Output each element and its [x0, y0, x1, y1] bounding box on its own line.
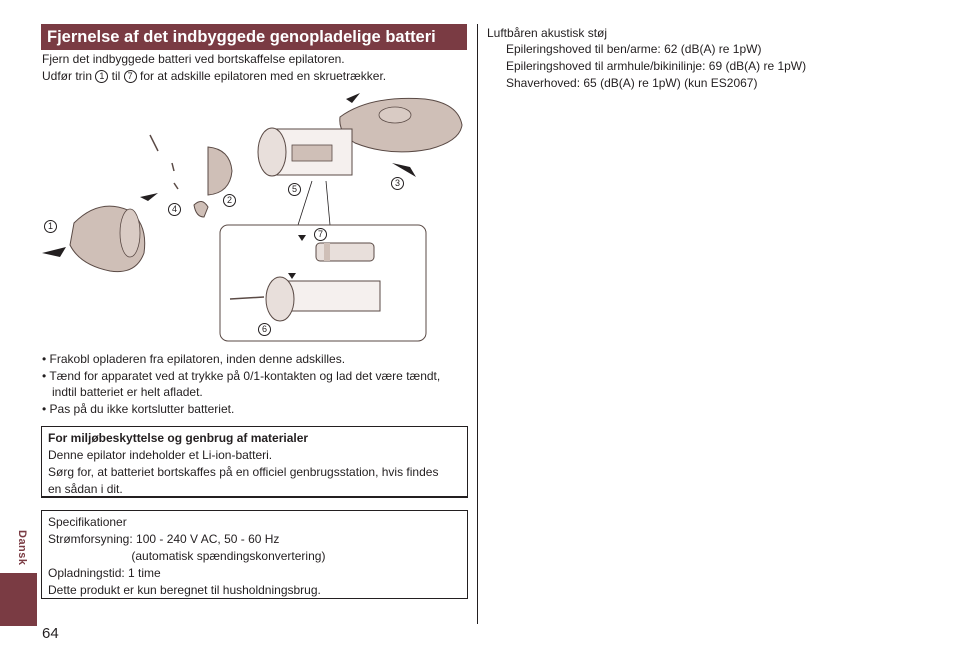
step-label-1: 1 [44, 220, 57, 233]
section-heading: Fjernelse af det indbyggede genopladelige batteri [41, 24, 467, 50]
bullet-item: • Frakobl opladeren fra epilatoren, inden denne adskilles. [42, 352, 346, 366]
page-number: 64 [42, 625, 59, 642]
epilator-head-part [70, 206, 145, 272]
battery-part [316, 243, 374, 261]
screws-part [150, 135, 178, 189]
noise-line: Shaverhoved: 65 (dB(A) re 1pW) (kun ES2067) [506, 76, 758, 90]
step-label-6: 6 [258, 323, 271, 336]
arrow-left-icon [140, 193, 158, 201]
intro-mid: til [108, 69, 124, 83]
noise-title: Luftbåren akustisk støj [487, 26, 608, 40]
disassembly-illustration [40, 85, 470, 347]
intro-suffix: for at adskille epilatoren med en skruetrækker. [136, 69, 387, 83]
language-tab [0, 573, 37, 626]
language-label: Dansk [16, 530, 28, 566]
spec-line: Dette produkt er kun beregnet til husholdningsbrug. [48, 583, 321, 597]
specifications-box [41, 510, 468, 599]
environment-line: Denne epilator indeholder et Li-ion-batteri. [48, 448, 273, 462]
noise-line: Epileringshoved til ben/arme: 62 (dB(A) re 1pW) [506, 42, 762, 56]
spec-line: Specifikationer [48, 515, 127, 529]
bullet-item-continuation: indtil batteriet er helt afladet. [42, 385, 203, 399]
environment-line: Sørg for, at batteriet bortskaffes på en officiel genbrugsstation, hvis findes [48, 465, 439, 479]
step-label-4: 4 [168, 203, 181, 216]
spec-line: Strømforsyning: 100 - 240 V AC, 50 - 60 Hz [48, 532, 280, 546]
small-gear-part [194, 201, 208, 217]
leader-line [326, 181, 330, 225]
environment-title: For miljøbeskyttelse og genbrug af materialer [48, 431, 309, 445]
bullet-item: • Tænd for apparatet ved at trykke på 0/1-kontakten og lad det være tændt, [42, 369, 441, 383]
environment-box [41, 426, 468, 498]
arrow-down-icon [392, 163, 416, 177]
arrow-left-icon [42, 247, 66, 257]
spec-line: Opladningstid: 1 time [48, 566, 161, 580]
intro-line-2 [42, 68, 386, 85]
environment-line: en sådan i dit. [48, 482, 123, 496]
intro-line-1: Fjern det indbyggede batteri ved bortskaffelse epilatoren. [42, 52, 345, 66]
step-ref-circle: 7 [124, 70, 137, 83]
top-shell-part [340, 98, 462, 152]
step-ref-circle: 1 [95, 70, 108, 83]
cover-disc-part [208, 147, 232, 195]
arrow-up-icon [346, 93, 360, 103]
motor-frame-part [258, 128, 352, 176]
bullet-item: • Pas på du ikke kortslutter batteriet. [42, 402, 235, 416]
step-label-3: 3 [391, 177, 404, 190]
noise-line: Epileringshoved til armhule/bikinilinje: 69 (dB(A) re 1pW) [506, 59, 807, 73]
spec-line: (automatisk spændingskonvertering) [48, 549, 326, 563]
step-label-5: 5 [288, 183, 301, 196]
intro-prefix: Udfør trin [42, 69, 96, 83]
column-divider [477, 24, 478, 624]
step-label-2: 2 [223, 194, 236, 207]
step-label-7: 7 [314, 228, 327, 241]
